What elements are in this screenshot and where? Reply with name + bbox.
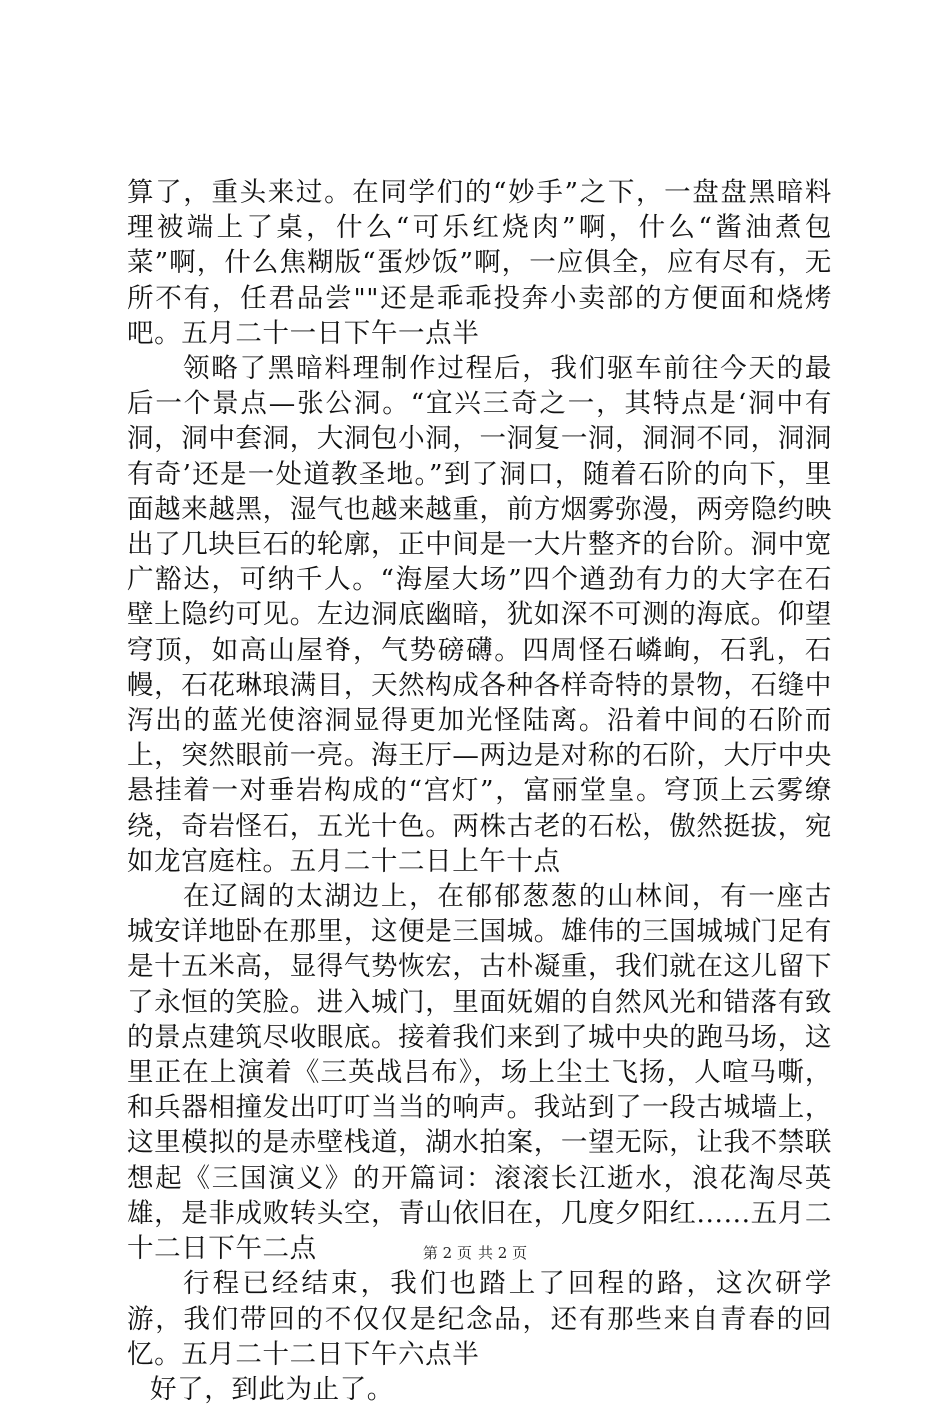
paragraph-continued: 算了，重头来过。在同学们的“妙手”之下，一盘盘黑暗料理被端上了桌，什么“可乐红烧肉”啊，什么“酱油煮包菜”啊，什么焦糊版“蛋炒饭”啊，一应俱全，应有尽有，无所不有，任君品尝""还是乖乖投奔小卖部的方便面和烧烤吧。五月二十一日下午一点半	[127, 177, 832, 349]
page-total: 共 2 页	[478, 1244, 528, 1262]
paragraph-return-trip: 行程已经结束，我们也踏上了回程的路，这次研学游，我们带回的不仅仅是纪念品，还有那些来自青春的回忆。五月二十二日下午六点半	[127, 1268, 832, 1370]
paragraph-zhanggong-cave: 领略了黑暗料理制作过程后，我们驱车前往今天的最后一个景点—张公洞。“宜兴三奇之一，其特点是‘洞中有洞，洞中套洞，大洞包小洞，一洞复一洞，洞洞不同，洞洞有奇’还是一处道教圣地。”到了洞口，随着石阶的向下，里面越来越黑，湿气也越来越重，前方烟雾弥漫，两旁隐约映出了几块巨石的轮廓，正中间是一大片整齐的台阶。洞中宽广豁达，可纳千人。“海屋大场”四个遒劲有力的大字在石壁上隐约可见。左边洞底幽暗，犹如深不可测的海底。仰望穹顶，如高山屋脊，气势磅礴。四周怪石嶙峋，石乳，石幔，石花琳琅满目，天然构成各种各样奇特的景物，石缝中泻出的蓝光使溶洞显得更加光怪陆离。沿着中间的石阶而上，突然眼前一亮。海王厅—两边是对称的石阶，大厅中央悬挂着一对垂岩构成的“宫灯”，富丽堂皇。穹顶上云雾缭绕，奇岩怪石，五光十色。两株古老的石松，傲然挺拔，宛如龙宫庭柱。五月二十二日上午十点	[127, 353, 832, 877]
paragraph-closing: 好了，到此为止了。	[150, 1373, 394, 1405]
document-body	[127, 175, 832, 1407]
page-footer	[0, 1243, 950, 1263]
paragraph-three-kingdoms-city: 在辽阔的太湖边上，在郁郁葱葱的山林间，有一座古城安详地卧在那里，这便是三国城。雄伟的三国城城门足有是十五米高，显得气势恢宏，古朴凝重，我们就在这儿留下了永恒的笑脸。进入城门，里面妩媚的自然风光和错落有致的景点建筑尽收眼底。接着我们来到了城中央的跑马场，这里正在上演着《三英战吕布》，场上尘土飞扬，人喧马嘶，和兵器相撞发出叮叮当当的响声。我站到了一段古城墙上，这里模拟的是赤壁栈道，湖水拍案，一望无际，让我不禁联想起《三国演义》的开篇词：滚滚长江逝水，浪花淘尽英雄，是非成败转头空，青山依旧在，几度夕阳红......五月二十二日下午二点	[127, 881, 832, 1265]
page-number: 第 2 页	[422, 1244, 472, 1262]
